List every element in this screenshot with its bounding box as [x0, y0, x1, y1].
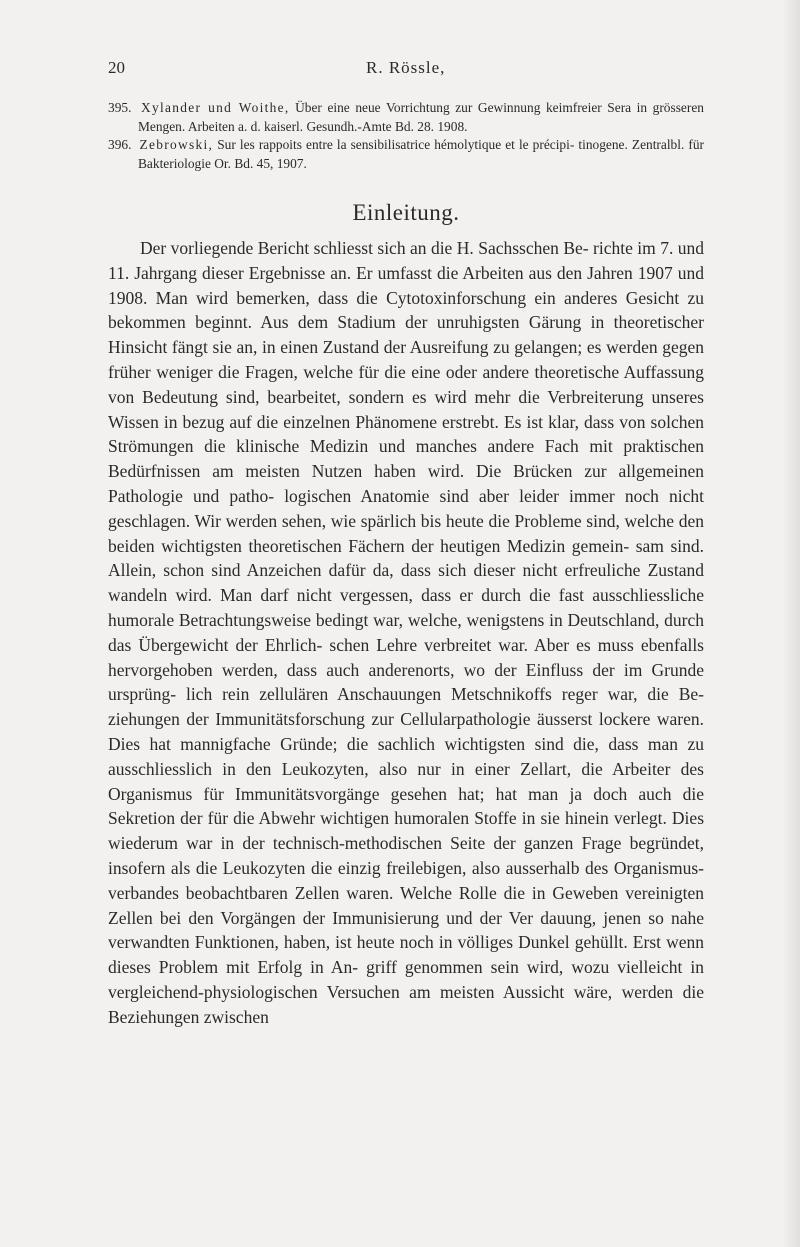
reference-number: 395. — [108, 100, 132, 115]
body-paragraph: Der vorliegende Bericht schliesst sich an die H. Sachsschen Be- richte im 7. und 11. Jahrgang dieser Ergebnisse an. Er umfasst die Arbeiten aus den Jahren 1907 und 1908. Man wird bemerken, dass die Cytotoxinforschung ein anderes Gesicht zu bekommen beginnt. Aus dem Stadium der unruhigsten Gärung in theoretischer Hinsicht fängt sie an, in einen Zustand der Ausreifung zu gelangen; es werden gegen früher weniger die Fragen, welche für die eine oder andere theoretische Auffassung von Bedeutung sind, bearbeitet, sondern es wird mehr die Verbreiterung unseres Wissen in bezug auf die einzelnen Phänomene erstrebt. Es ist klar, dass von solchen Strömungen die klinische Medizin und manches andere Fach mit praktischen Bedürfnissen am meisten Nutzen haben wird. Die Brücken zur allgemeinen Pathologie und patho- logischen Anatomie sind aber leider immer noch nicht geschlagen. Wir werden sehen, wie spärlich bis heute die Probleme sind, welche den beiden wichtigsten theoretischen Fächern der heutigen Medizin gemein- sam sind. Allein, schon sind Anzeichen dafür da, dass sich dieser nicht erfreuliche Zustand wandeln wird. Man darf nicht vergessen, dass er durch die fast ausschliessliche humorale Betrachtungsweise bedingt war, welche, wenigstens in Deutschland, durch das Übergewicht der Ehrlich- schen Lehre verbreitet war. Aber es muss ebenfalls hervorgehoben werden, dass auch anderenorts, wo der Einfluss der im Grunde ursprüng- lich rein zellulären Anschauungen Metschnikoffs reger war, die Be- ziehungen der Immunitätsforschung zur Cellularpathologie äusserst lockere waren. Dies hat mannigfache Gründe; die sachlich wichtigsten sind die, dass man zu ausschliesslich in den Leukozyten, also nur in einer Zellart, die Arbeiter des Organismus für Immunitätsvorgänge gesehen hat; hat man ja doch auch die Sekretion der für die Abwehr wichtigen humoralen Stoffe in sie hinein verlegt. Dies wiederum war in der technisch-methodischen Seite der ganzen Frage begründet, insofern als die Leukozyten die einzig freilebigen, also ausserhalb des Organismus- verbandes beobachtbaren Zellen waren. Welche Rolle die in Geweben vereinigten Zellen bei den Vorgängen der Immunisierung und der Ver dauung, jenen so nahe verwandten Funktionen, haben, ist heute noch in völliges Dunkel gehüllt. Erst wenn dieses Problem mit Erfolg in An- griff genommen sein wird, wozu vielleicht in vergleichend-physiologischen Versuchen am meisten Aussicht wäre, werden die Beziehungen zwischen — [108, 238, 704, 1027]
reference-list — [108, 99, 704, 173]
reference-text: Sur les rappoits entre la sensibilisatrice hémolytique et le précipi- tinogene. Zentralbl. für Bakteriologie Or. Bd. 45, 1907. — [138, 137, 704, 171]
reference-item — [108, 99, 704, 136]
reference-number: 396. — [108, 137, 132, 152]
reference-author: Xylander und Woithe, — [141, 100, 290, 115]
section-heading: Einleitung. — [352, 200, 460, 225]
body-text — [108, 236, 704, 1030]
reference-text: Über eine neue Vorrichtung zur Gewinnung keimfreier Sera in grösseren Mengen. Arbeiten a. d. kaiserl. Gesundh.-Amte Bd. 28. 1908. — [138, 100, 704, 134]
reference-item — [108, 136, 704, 173]
running-head: R. Rössle, — [366, 58, 446, 77]
reference-author: Zebrowski, — [139, 137, 214, 152]
page-number: 20 — [108, 58, 125, 77]
page-header — [108, 58, 700, 82]
